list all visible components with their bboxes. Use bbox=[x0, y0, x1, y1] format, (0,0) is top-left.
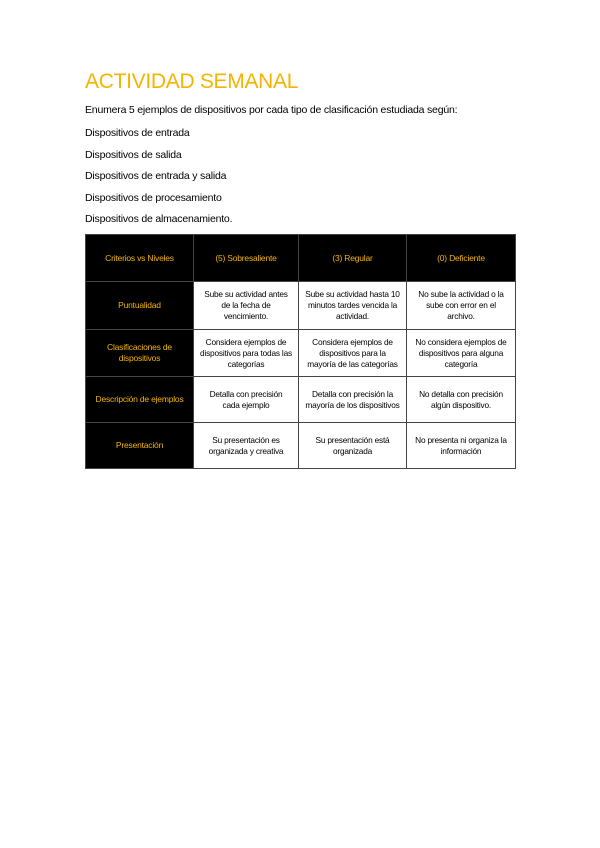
table-cell: Considera ejemplos de dispositivos para la mayoría de las categorías bbox=[299, 330, 407, 377]
criterion-label: Clasificaciones de dispositivos bbox=[86, 330, 194, 377]
table-row bbox=[86, 282, 516, 330]
criterion-label: Puntualidad bbox=[86, 282, 194, 330]
list-item: Dispositivos de entrada bbox=[85, 127, 190, 139]
header-deficiente: (0) Deficiente bbox=[407, 235, 516, 282]
table-cell: Sube su actividad hasta 10 minutos tardes vencida la actividad. bbox=[299, 282, 407, 330]
page-title: ACTIVIDAD SEMANAL bbox=[85, 70, 299, 93]
table-cell: Detalla con precisión cada ejemplo bbox=[194, 377, 299, 423]
table-cell: No presenta ni organiza la información bbox=[407, 423, 516, 469]
table-row bbox=[86, 377, 516, 423]
criterion-label: Descripción de ejemplos bbox=[86, 377, 194, 423]
list-item: Dispositivos de procesamiento bbox=[85, 191, 222, 204]
header-regular: (3) Regular bbox=[299, 235, 407, 282]
list-item: Dispositivos de entrada y salida bbox=[85, 170, 227, 182]
criterion-label: Presentación bbox=[86, 423, 194, 469]
table-cell: No sube la actividad o la sube con error en el archivo. bbox=[407, 282, 516, 330]
table-row bbox=[86, 330, 516, 377]
table-cell: Detalla con precisión la mayoría de los dispositivos bbox=[299, 377, 407, 423]
table-cell: Sube su actividad antes de la fecha de vencimiento. bbox=[194, 282, 299, 330]
device-category-list bbox=[85, 126, 232, 234]
table-cell: Su presentación es organizada y creativa bbox=[194, 423, 299, 469]
list-item: Dispositivos de almacenamiento. bbox=[85, 213, 233, 225]
list-item: Dispositivos de salida bbox=[85, 148, 182, 161]
rubric-table bbox=[85, 234, 516, 469]
header-criteria-vs-levels: Criterios vs Niveles bbox=[86, 235, 194, 282]
header-sobresaliente: (5) Sobresaliente bbox=[194, 235, 299, 282]
table-cell: Considera ejemplos de dispositivos para todas las categorías bbox=[194, 330, 299, 377]
table-cell: No considera ejemplos de dispositivos para alguna categoría bbox=[407, 330, 516, 377]
instructions-text: Enumera 5 ejemplos de dispositivos por cada tipo de clasificación estudiada según: bbox=[85, 104, 458, 116]
table-cell: No detalla con precisión algún dispositivo. bbox=[407, 377, 516, 423]
table-row bbox=[86, 423, 516, 469]
table-cell: Su presentación está organizada bbox=[299, 423, 407, 469]
table-header-row bbox=[86, 235, 516, 282]
